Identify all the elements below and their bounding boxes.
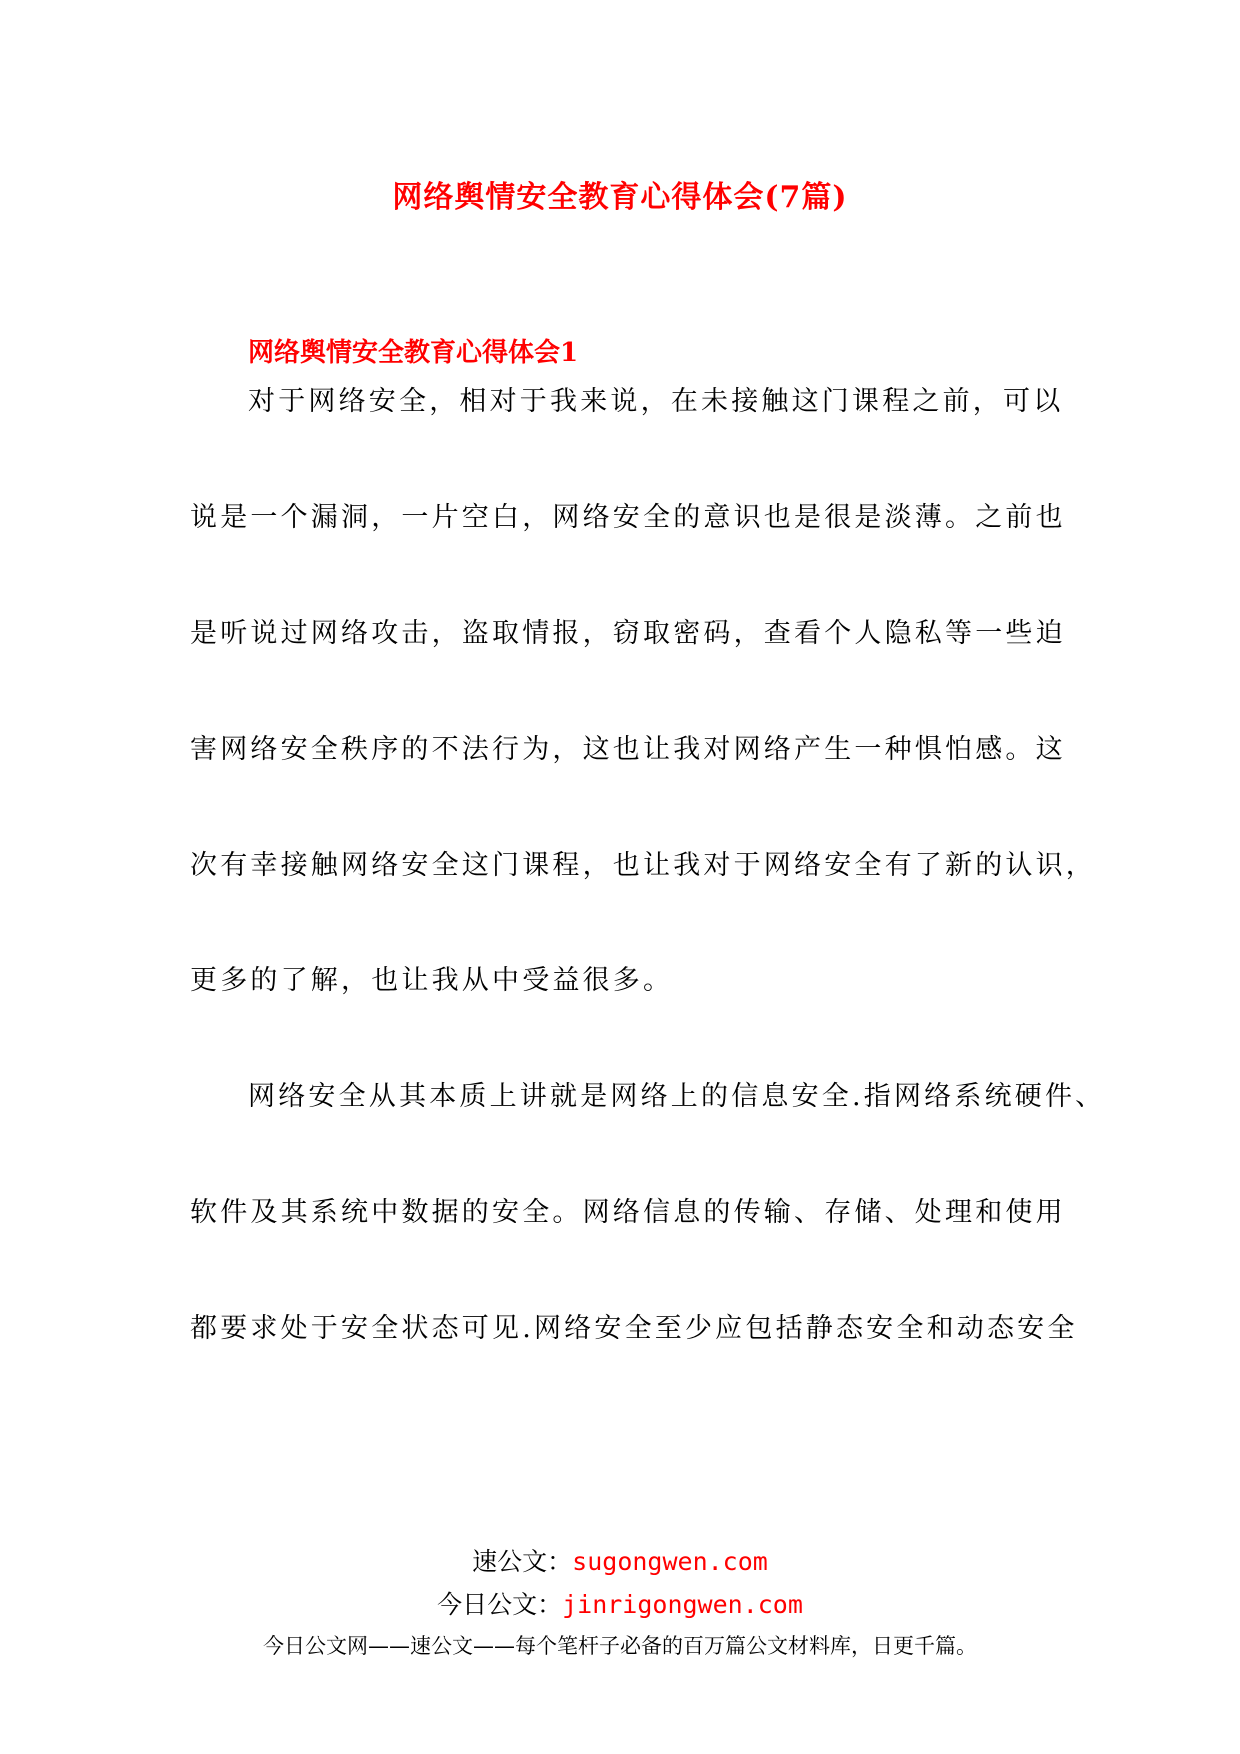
- paragraph-line: 对于网络安全，相对于我来说，在未接触这门课程之前，可以: [248, 386, 1064, 417]
- paragraph-line: 更多的了解，也让我从中受益很多。: [190, 965, 674, 996]
- document-title: 网络舆情安全教育心得体会(7篇): [392, 180, 848, 215]
- paragraph-line: 软件及其系统中数据的安全。网络信息的传输、存储、处理和使用: [190, 1197, 1066, 1228]
- footer-tagline: 今日公文网——速公文——每个笔杆子必备的百万篇公文材料库，日更千篇。: [263, 1634, 977, 1658]
- paragraph-line: 次有幸接触网络安全这门课程，也让我对于网络安全有了新的认识，: [190, 850, 1096, 881]
- footer-site2-label: 今日公文：: [437, 1590, 563, 1619]
- footer-site1-label: 速公文：: [472, 1547, 573, 1576]
- paragraph-line: 害网络安全秩序的不法行为，这也让我对网络产生一种惧怕感。这: [190, 734, 1066, 765]
- paragraph-line: 说是一个漏洞，一片空白，网络安全的意识也是很是淡薄。之前也: [190, 502, 1066, 533]
- footer-site2-link[interactable]: jinrigongwen.com: [562, 1590, 803, 1619]
- paragraph-line: 都要求处于安全状态可见.网络安全至少应包括静态安全和动态安全: [190, 1313, 1078, 1344]
- paragraph-line: 是听说过网络攻击，盗取情报，窃取密码，查看个人隐私等一些迫: [190, 618, 1066, 649]
- footer-site1-link[interactable]: sugongwen.com: [572, 1547, 768, 1576]
- footer-site-sugongwen: [0, 1542, 1240, 1578]
- footer-site-jinrigongwen: [0, 1585, 1240, 1621]
- section-heading: 网络舆情安全教育心得体会1: [248, 338, 579, 368]
- paragraph-line: 网络安全从其本质上讲就是网络上的信息安全.指网络系统硬件、: [248, 1081, 1106, 1112]
